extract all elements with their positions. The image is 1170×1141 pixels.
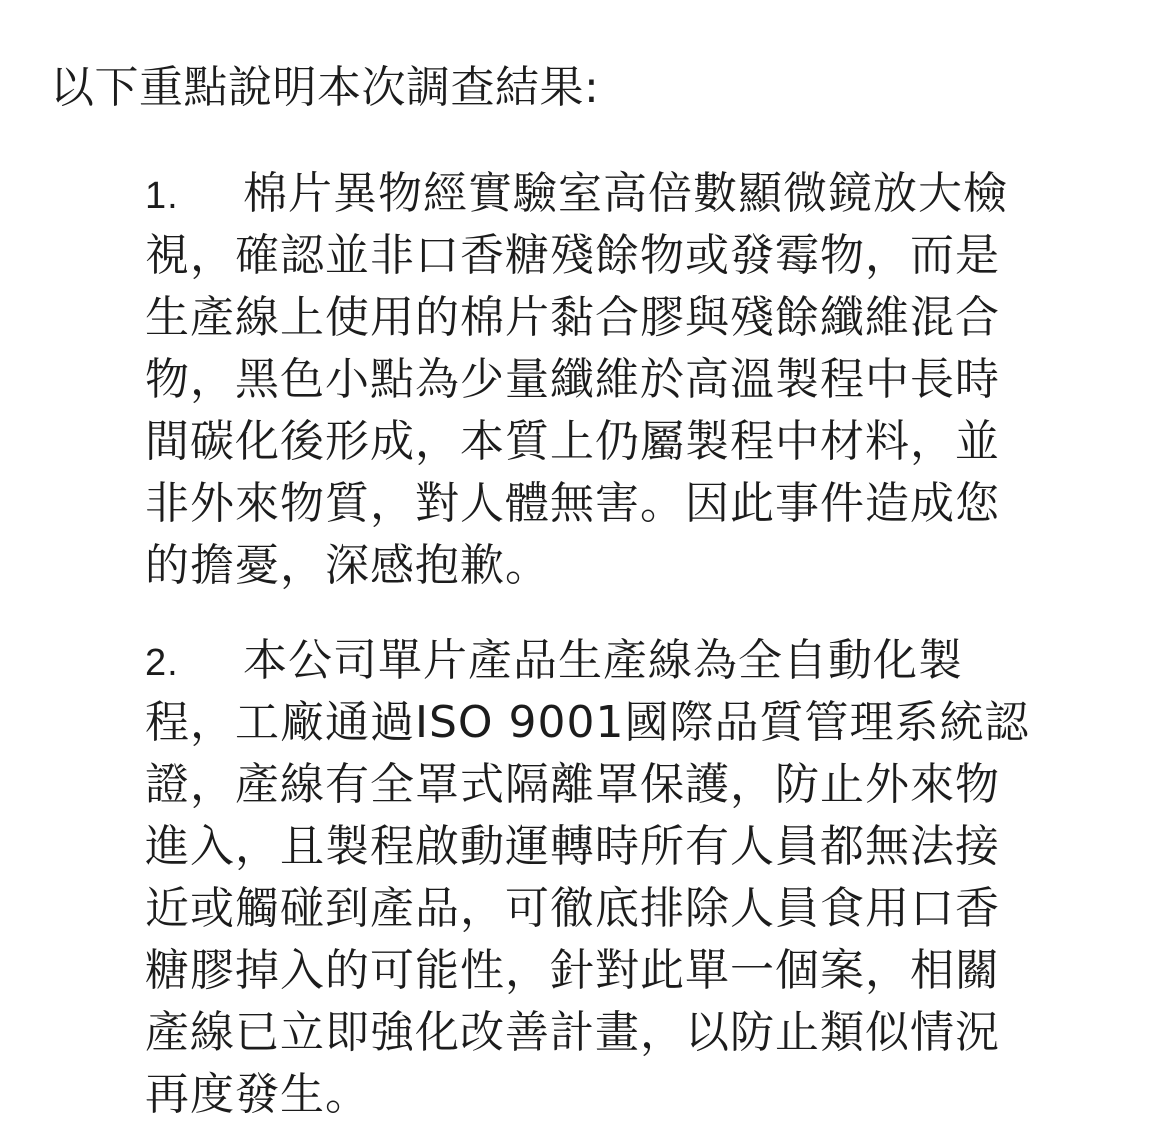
item-line: 物，黑色小點為少量纖維於高溫製程中長時 — [145, 354, 1000, 405]
item-number: 1. — [145, 175, 179, 217]
item-line: 近或觸碰到產品，可徹底排除人員食用口香 — [145, 883, 1000, 934]
item-line: 的擔憂，深感抱歉。 — [145, 540, 550, 591]
item-text: 本公司單片產品生產線為全自動化製 — [243, 635, 963, 686]
item-number: 2. — [145, 642, 179, 684]
item-line: 視，確認並非口香糖殘餘物或發霉物，而是 — [145, 230, 1000, 281]
item-line — [145, 630, 1085, 692]
item-line: 間碳化後形成，本質上仍屬製程中材料，並 — [145, 416, 1000, 467]
item-line: 生產線上使用的棉片黏合膠與殘餘纖維混合 — [145, 292, 1000, 343]
list-item — [145, 630, 1085, 1126]
item-line: 再度發生。 — [145, 1069, 370, 1120]
item-line: 證，產線有全罩式隔離罩保護，防止外來物 — [145, 759, 1000, 810]
item-line: 糖膠掉入的可能性，針對此單一個案，相關 — [145, 945, 1000, 996]
intro-text: 以下重點說明本次調查結果: — [50, 62, 600, 113]
item-line: 進入，且製程啟動運轉時所有人員都無法接 — [145, 821, 1000, 872]
item-line: 非外來物質，對人體無害。因此事件造成您 — [145, 478, 1000, 529]
item-text: 棉片異物經實驗室高倍數顯微鏡放大檢 — [243, 168, 1008, 219]
item-line — [145, 163, 1085, 225]
item-line: 程，工廠通過ISO 9001國際品質管理系統認 — [145, 697, 1030, 748]
list-item — [145, 163, 1085, 597]
item-line: 產線已立即強化改善計畫，以防止類似情況 — [145, 1007, 1000, 1058]
